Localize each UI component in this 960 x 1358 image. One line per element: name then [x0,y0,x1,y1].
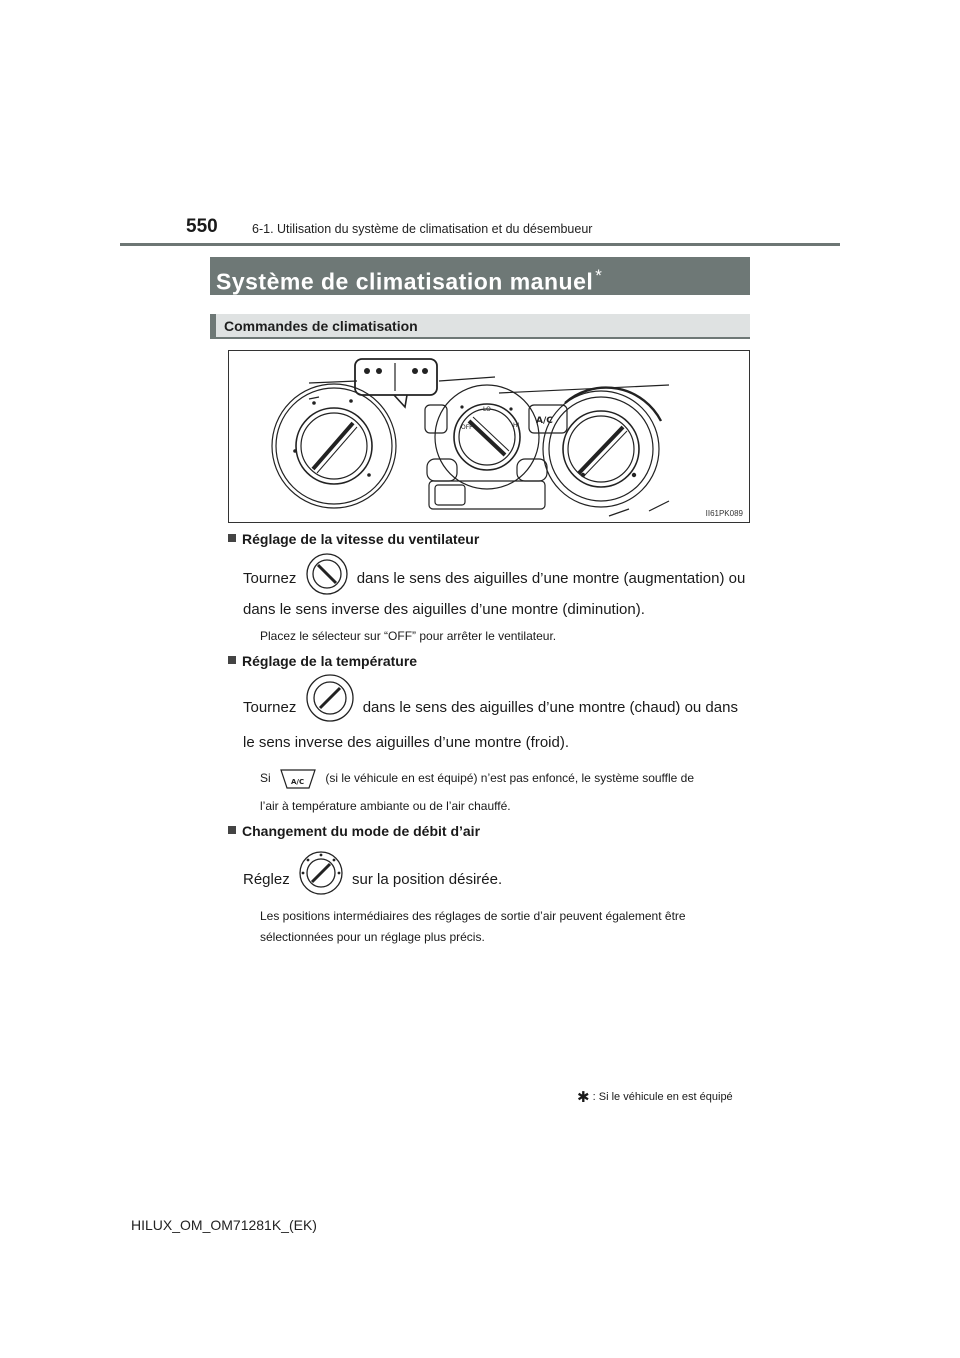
page-number: 550 [186,216,218,237]
fan-text-line2: dans le sens inverse des aiguilles d’une montre (diminution). [243,601,645,618]
airflow-heading-text: Changement du mode de débit d’air [242,823,481,839]
airflow-note-line2: sélectionnées pour un réglage plus précis. [260,930,485,944]
airflow-text-after: sur la position désirée. [352,870,503,888]
fan-dial-icon [305,560,349,590]
temperature-text-before: Tournez [243,699,297,716]
bullet-square [228,534,236,542]
fan-off-label: OFF [461,424,473,431]
fan-text-before: Tournez [243,569,297,587]
bullet-square [228,656,236,664]
mode-dial-icon [298,860,344,890]
ac-icon-label: A/C [291,777,305,786]
airflow-text-line1 [243,870,502,890]
fan-lo-label: LO [483,406,491,413]
figure-code: II61PK089 [705,509,743,518]
temperature-note-before: Si [260,771,271,785]
subsection-bar [210,314,216,339]
temperature-heading-text: Réglage de la température [242,653,418,669]
section-title-banner [210,257,750,295]
footnote [577,1088,733,1106]
airflow-text-before: Réglez [243,870,290,888]
temperature-note-after: (si le véhicule en est équipé) n’est pas enfoncé, le système souffle de [325,771,695,785]
subsection-banner [210,314,750,339]
airflow-heading [228,823,480,839]
temperature-note-line2: l’air à température ambiante ou de l’air chauffé. [260,799,511,813]
temperature-note-line1 [260,771,750,786]
ac-button-label: A/C [536,416,553,426]
bullet-square [228,826,236,834]
fan-hi-label: HI [513,422,520,429]
fan-text-after: dans le sens des aiguilles d’une montre (augmentation) ou [356,569,746,587]
temperature-dial-icon [305,687,355,717]
header-rule [120,243,840,246]
subsection-title: Commandes de climatisation [224,318,418,334]
fan-heading [228,531,479,547]
airflow-note-line1: Les positions intermédiaires des réglages de sortie d’air peuvent également être [260,909,686,923]
fan-text-line1 [243,568,745,590]
temperature-text-after: dans le sens des aiguilles d’une montre (chaud) ou dans [362,699,738,716]
defroster-callout [355,359,437,395]
temperature-heading [228,653,417,669]
temperature-text-line2: le sens inverse des aiguilles d’une montre (froid). [243,734,569,751]
footnote-text: : Si le véhicule en est équipé [592,1091,733,1103]
temperature-text-line1 [243,699,738,717]
control-panel-figure [228,350,750,523]
fan-note: Placez le sélecteur sur “OFF” pour arrêter le ventilateur. [260,629,557,643]
asterisk-icon: ✱ [577,1089,590,1106]
air-intake-lever [435,485,465,505]
section-title: Système de climatisation manuel [216,268,594,295]
document-code: HILUX_OM_OM71281K_(EK) [131,1217,317,1233]
ac-button-icon [278,768,318,786]
fan-heading-text: Réglage de la vitesse du ventilateur [242,531,480,547]
chapter-title: 6-1. Utilisation du système de climatisation et du désembueur [252,222,593,236]
control-panel-illustration [229,351,749,522]
section-title-mark: * [595,266,603,285]
